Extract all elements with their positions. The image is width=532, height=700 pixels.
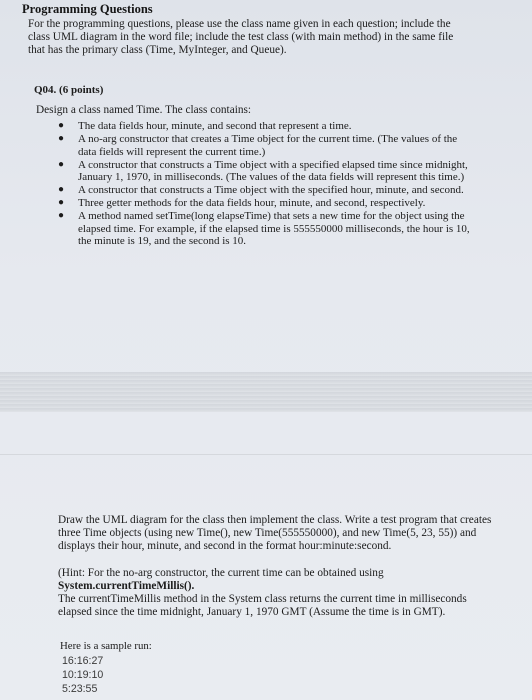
requirements-list <box>58 120 528 249</box>
intro-line: that has the primary class (Time, MyInteger, and Queue). <box>28 44 287 56</box>
sample-output-line: 10:19:10 <box>62 669 104 681</box>
section-title: Programming Questions <box>22 2 153 16</box>
bullet-icon: ● <box>58 158 65 170</box>
list-item: ● The data fields hour, minute, and second that represent a time. <box>58 120 352 132</box>
bullet-icon: ● <box>58 184 65 196</box>
list-item: ● A method named setTime(long elapseTime) that sets a new time for the object using the elapsed time. For example, if the elapsed time is 555550000 milliseconds, the hour is 10, the minute is 19, and the second is 10. <box>58 210 470 248</box>
intro-line: class UML diagram in the word file; include the test class (with main method) in the same file <box>28 31 454 43</box>
list-item: ● Three getter methods for the data fields hour, minute, and second, respectively. <box>58 197 426 210</box>
intro-paragraph <box>28 18 453 57</box>
hint-paragraph: (Hint: For the no-arg constructor, the current time can be obtained using System.currentTimeMillis(). The currentTimeMillis method in the System class returns the current time in milliseconds elapsed since the time midnight, January 1, 1970 GMT (Assume the time is in GMT). <box>58 567 467 618</box>
bullet-icon: ● <box>58 120 65 131</box>
bullet-icon: ● <box>58 133 65 145</box>
page-break-line <box>0 454 532 455</box>
page-break-divider <box>0 372 532 412</box>
sample-run-label: Here is a sample run: <box>60 640 152 652</box>
task-paragraph: Draw the UML diagram for the class then implement the class. Write a test program that creates three Time objects (using new Time(), new Time(555550000), and new Time(5, 23, 55)) and displays their hour, minute, and second in the format hour:minute:second. <box>58 514 492 552</box>
question-heading: Q04. (6 points) <box>34 84 104 96</box>
list-item: ● A no-arg constructor that creates a Time object for the current time. (The values of the data fields will represent the current time.) <box>58 133 458 158</box>
list-item: ● A constructor that constructs a Time object with a specified elapsed time since midnight, January 1, 1970, in milliseconds. (The values of the data fields will represent this time.) <box>58 158 468 184</box>
intro-line: For the programming questions, please use the class name given in each question; include the <box>28 18 451 30</box>
list-item: ● A constructor that constructs a Time object with the specified hour, minute, and second. <box>58 184 464 197</box>
bullet-icon: ● <box>58 197 65 209</box>
bullet-icon: ● <box>58 210 65 222</box>
sample-output-line: 5:23:55 <box>62 683 98 695</box>
design-line: Design a class named Time. The class contains: <box>36 104 252 116</box>
sample-output-line: 16:16:27 <box>62 655 104 667</box>
